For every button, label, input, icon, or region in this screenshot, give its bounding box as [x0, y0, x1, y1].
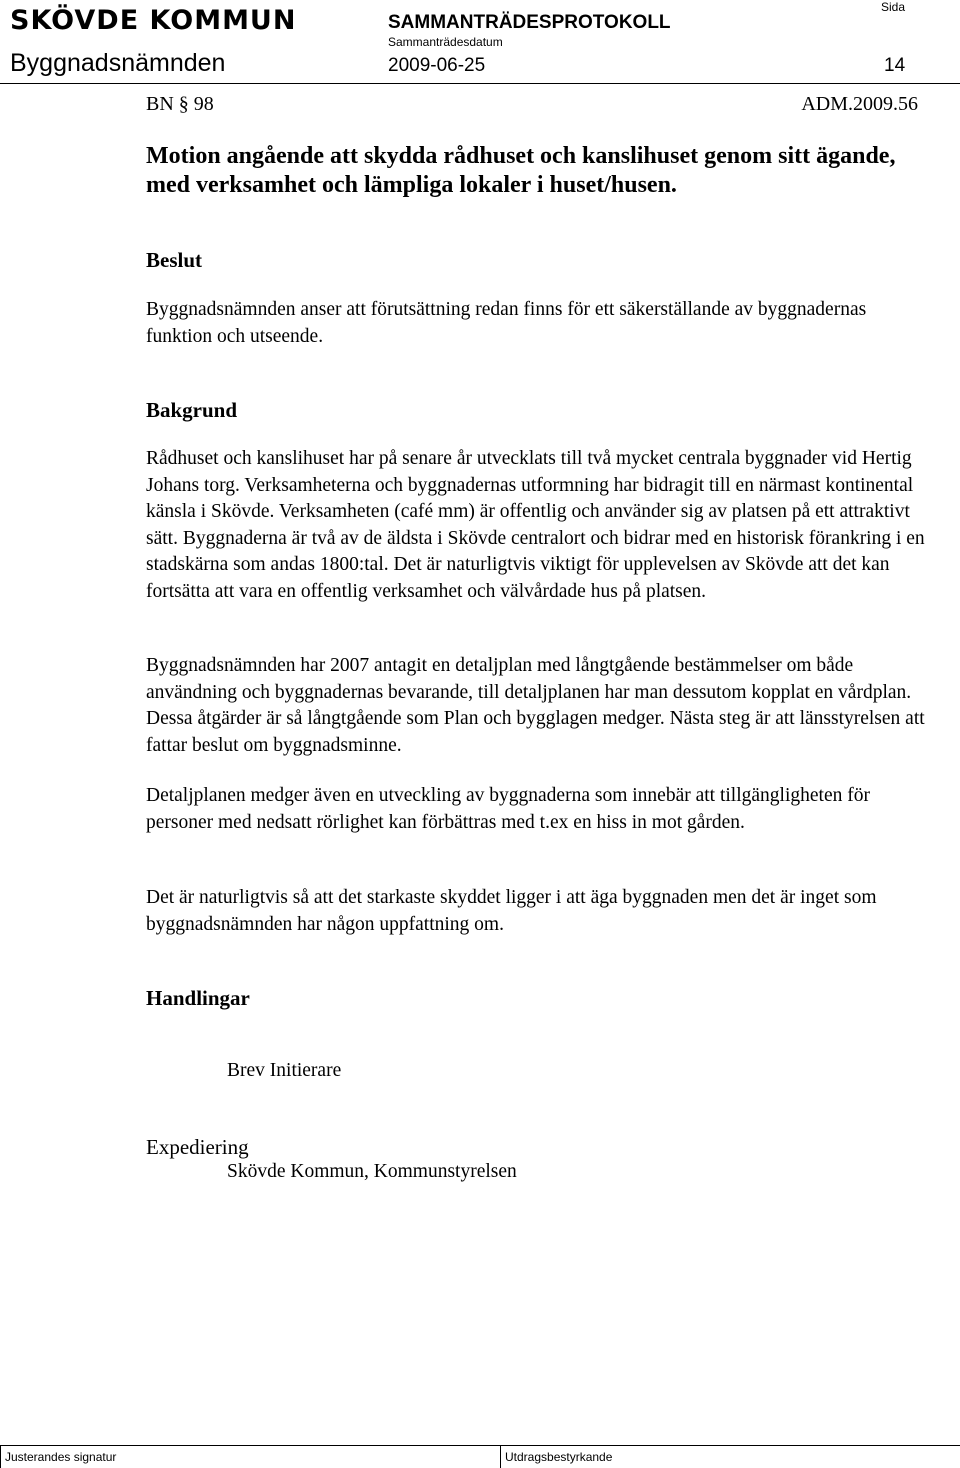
- bakgrund-paragraph-2: Byggnadsnämnden har 2007 antagit en detaljplan med långtgående bestämmelser om både användning och byggnadernas bevarande, till detaljplanen har man dessutom kopplat en vårdplan. Dessa åtgärder är så långtgående som Plan och bygglagen medger. Nästa steg är att länsstyrelsen att fattar beslut om byggnadsminne.: [146, 655, 925, 756]
- signature-label: Justerandes signatur: [5, 1450, 117, 1464]
- page-number: 14: [884, 55, 906, 76]
- expediering-heading: Expediering: [146, 1135, 249, 1159]
- footer-middle-border: [500, 1445, 501, 1468]
- bakgrund-paragraph-1: Rådhuset och kanslihuset har på senare år utvecklats till två mycket centrala byggnader vid Hertig Johans torg. Verksamheterna och byggnadernas utformning har bidragit till en närmast kontinental känsla i Skövde. Verksamheten (café mm) är offentlig och använder sig av platsen på ett attraktivt sätt. Byggnaderna är två av de äldsta i Skövde centralort och bidrar med en historisk förankring i en stadskärna som andas 1800:tal. Det är naturligtvis viktigt för upplevelsen av Skövde att det kan fortsätta att vara en offentlig verksamhet och välvårdade hus på platsen.: [146, 448, 925, 602]
- bakgrund-paragraph-3: Detaljplanen medger även en utveckling av byggnaderna som innebär att tillgängligheten för personer med nedsatt rörlighet kan förbättras med t.ex en hiss in mot gården.: [146, 785, 870, 833]
- municipality-logo: SKÖVDE KOMMUN: [10, 5, 297, 36]
- bakgrund-heading: Bakgrund: [146, 398, 238, 422]
- document-type: SAMMANTRÄDESPROTOKOLL: [388, 12, 671, 33]
- footer-left-border: [0, 1445, 1, 1468]
- handlingar-item: Brev Initierare: [227, 1060, 342, 1081]
- bakgrund-paragraph-4: Det är naturligtvis så att det starkaste skyddet ligger i att äga byggnaden men det är inget som byggnadsnämnden har någon uppfattning om.: [146, 887, 877, 935]
- document-header: [0, 0, 960, 84]
- page-label: Sida: [881, 0, 906, 14]
- paragraph-reference: BN § 98: [146, 93, 214, 115]
- footer-divider: [0, 1445, 960, 1446]
- handlingar-heading: Handlingar: [146, 986, 250, 1010]
- beslut-text: Byggnadsnämnden anser att förutsättning redan finns för ett säkerställande av byggnadernas funktion och utseende.: [146, 299, 867, 347]
- case-title: Motion angående att skydda rådhuset och kanslihuset genom sitt ägande, med verksamhet och lämpliga lokaler i huset/husen.: [146, 143, 896, 198]
- case-number: ADM.2009.56: [801, 93, 918, 115]
- beslut-heading: Beslut: [146, 248, 203, 272]
- date-label: Sammanträdesdatum: [388, 35, 503, 49]
- organization-name: Byggnadsnämnden: [10, 49, 226, 77]
- certification-label: Utdragsbestyrkande: [505, 1450, 613, 1464]
- header-divider: [0, 83, 960, 84]
- expediering-item: Skövde Kommun, Kommunstyrelsen: [227, 1161, 517, 1182]
- meeting-date: 2009-06-25: [388, 55, 486, 76]
